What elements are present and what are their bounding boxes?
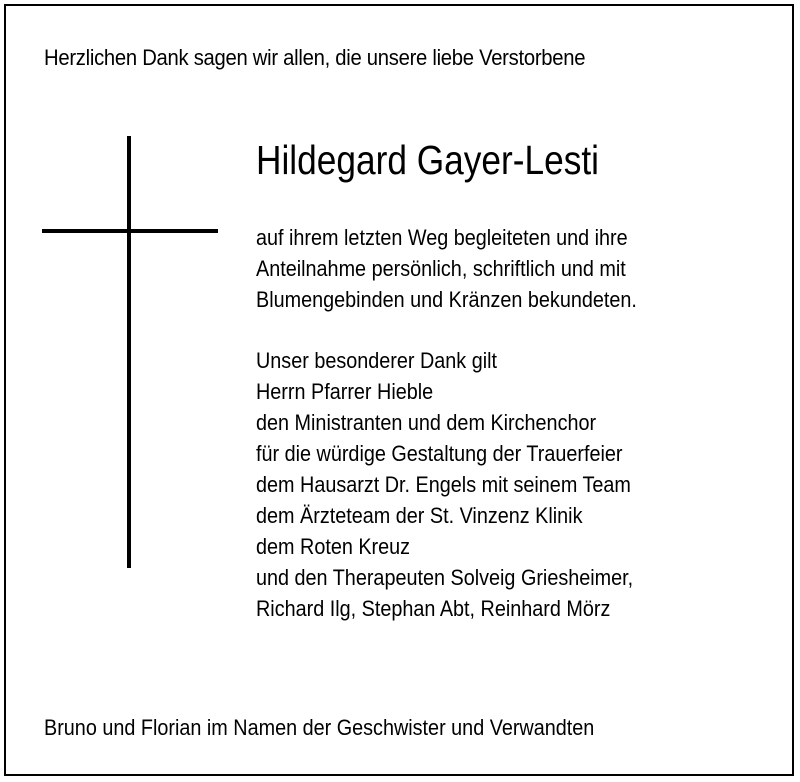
paragraph-line: dem Hausarzt Dr. Engels mit seinem Team <box>256 472 631 497</box>
paragraph-line: Richard Ilg, Stephan Abt, Reinhard Mörz <box>256 596 611 621</box>
paragraph-line: dem Ärzteteam der St. Vinzenz Klinik <box>256 503 583 528</box>
intro-text: Herzlichen Dank sagen wir allen, die unsere liebe Verstorbene <box>44 45 586 70</box>
signature-line: Bruno und Florian im Namen der Geschwister und Verwandten <box>44 715 595 740</box>
special-thanks-paragraph <box>256 345 633 624</box>
paragraph-line: und den Therapeuten Solveig Griesheimer, <box>256 565 634 590</box>
paragraph-line: auf ihrem letzten Weg begleiteten und ihre <box>256 225 628 250</box>
paragraph-line: dem Roten Kreuz <box>256 534 411 559</box>
cross-horizontal-bar <box>42 229 218 233</box>
paragraph-line: für die würdige Gestaltung der Trauerfeier <box>256 441 623 466</box>
cross-vertical-bar <box>127 136 131 568</box>
paragraph-line: Unser besonderer Dank gilt <box>256 348 498 373</box>
paragraph-line: Anteilnahme persönlich, schriftlich und mit <box>256 256 626 281</box>
acknowledgement-paragraph <box>256 222 637 315</box>
paragraph-line: Blumengebinden und Kränzen bekundeten. <box>256 287 637 312</box>
paragraph-line: den Ministranten und dem Kirchenchor <box>256 410 597 435</box>
deceased-name: Hildegard Gayer-Lesti <box>256 137 599 183</box>
paragraph-line: Herrn Pfarrer Hieble <box>256 379 434 404</box>
